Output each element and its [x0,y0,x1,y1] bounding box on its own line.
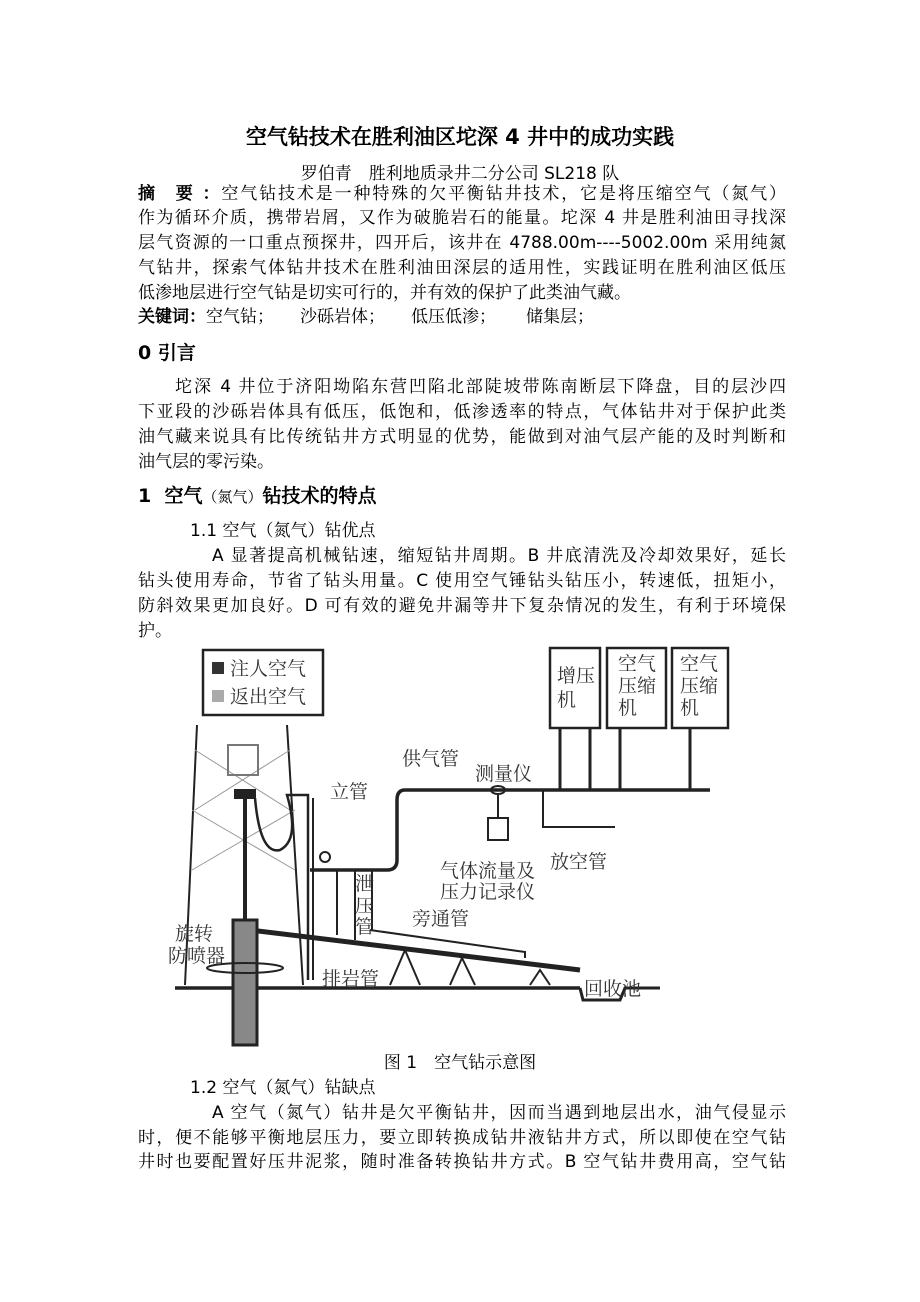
document-title: 空气钻技术在胜利油区坨深 4 井中的成功实践 [245,125,675,149]
diagram-label: 泄 [355,873,375,895]
air-drilling-diagram [150,640,719,1045]
paragraph-line: 钻头使用寿命，节省了钻头用量。C 使用空气锤钻头钻压小，转速低，扭矩小， [138,571,786,591]
diagram-label: 供气管 [402,748,460,770]
diagram-label: 机 [557,689,577,711]
diagram-label: 气体流量及 [440,860,536,882]
diagram-label: 排岩管 [322,968,380,990]
legend-return-air: 返出空气 [230,686,307,708]
legend-swatch-injected [212,662,224,674]
section-heading: 0 引言 [138,342,196,364]
abstract-line: 层气资源的一口重点预探井，四开后，该井在 4788.00m----5002.00m 采用纯氮 [138,233,786,253]
diagram-label: 放空管 [550,851,608,873]
diagram-label: 机 [618,697,638,719]
diagram-label: 空气 [680,653,719,675]
booster-box [550,648,600,728]
diagram-label: 测量仪 [475,763,533,785]
abstract-label: 摘 要 ： [138,184,222,204]
diagram-label: 回收池 [584,978,642,1000]
author-line: 罗伯青 胜利地质录井二分公司 SL218 队 [300,164,620,184]
diagram-label: 旋转 [175,923,214,945]
diagram-label: 压缩 [680,675,719,697]
diagram-label: 立管 [330,781,369,803]
legend-injected-air: 注人空气 [230,658,307,680]
abstract-line: 作为循环介质，携带岩屑，又作为破脆岩石的能量。坨深 4 井是胜利油田寻找深 [138,208,786,228]
paragraph-line: A 显著提高机械钻速，缩短钻井周期。B 井底清洗及冷却效果好，延长 [212,546,786,566]
paragraph-line: 防斜效果更加良好。D 可有效的避免井漏等井下复杂情况的发生，有利于环境保 [138,596,786,616]
paragraph-line: 下亚段的沙砾岩体具有低压，低饱和，低渗透率的特点，气体钻井对于保护此类 [138,402,786,422]
diagram-label: 压缩 [618,675,657,697]
figure-caption: 图 1 空气钻示意图 [383,1053,537,1073]
diagram-label: 防喷器 [168,945,226,967]
paragraph-line: 护。 [138,621,172,641]
abstract-line: 摘 要 ：空气钻技术是一种特殊的欠平衡钻井技术，它是将压缩空气（氮气） [138,184,786,204]
paragraph-line: 油气藏来说具有比传统钻井方式明显的优势，能做到对油气层产能的及时判断和 [138,427,786,447]
diagram-label: 旁通管 [412,908,470,930]
subsection-heading: 1.1 空气（氮气）钻优点 [190,521,376,541]
abstract-line: 气钻井，探索气体钻井技术在胜利油田深层的适用性，实践证明在胜利油区低压 [138,258,786,278]
keywords: 关键词：空气钻； 沙砾岩体； 低压低渗； 储集层； [138,307,594,327]
diagram-label: 增压 [557,665,596,687]
keywords-label: 关键词： [138,307,206,327]
paragraph-line: 时，便不能够平衡地层压力，要立即转换成钻井液钻井方式，所以即使在空气钻 [138,1128,786,1148]
paragraph-line: 坨深 4 井位于济阳坳陷东营凹陷北部陡坡带陈南断层下降盘，目的层沙四 [175,377,786,397]
diagram-label: 空气 [618,653,657,675]
diagram-label: 机 [680,697,700,719]
subsection-heading: 1.2 空气（氮气）钻缺点 [190,1078,376,1098]
abstract-line: 低渗地层进行空气钻是切实可行的，并有效的保护了此类油气藏。 [138,283,631,303]
diagram-label: 管 [355,916,375,938]
section-heading: 1 空气（氮气）钻技术的特点 [138,485,377,507]
paragraph-line: A 空气（氮气）钻井是欠平衡钻井，因而当遇到地层出水，油气侵显示 [212,1103,786,1123]
diagram-label: 压力记录仪 [440,881,536,903]
legend-swatch-return [212,690,224,702]
diagram-label: 压 [355,895,375,917]
paragraph-line: 油气层的零污染。 [138,452,274,472]
paragraph-line: 井时也要配置好压井泥浆，随时准备转换钻井方式。B 空气钻井费用高，空气钻 [138,1152,786,1172]
